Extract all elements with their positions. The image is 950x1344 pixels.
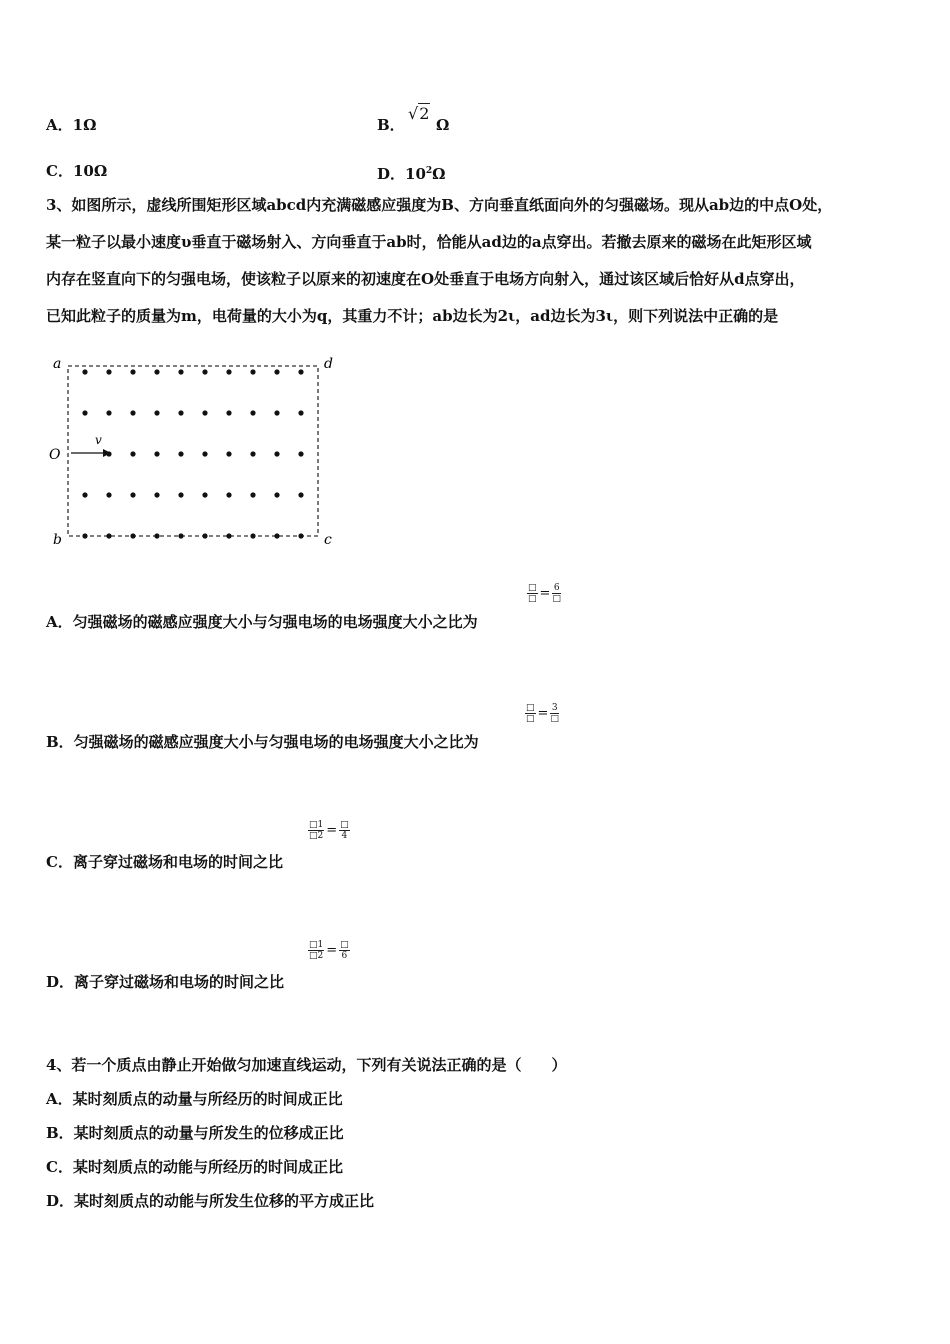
q2-option-b [377,115,405,135]
field-dot [106,369,111,374]
field-dot [274,451,279,456]
field-dot [226,492,231,497]
field-dot [250,451,255,456]
field-dot [274,492,279,497]
q3-option-d: D．离子穿过磁场和电场的时间之比 [46,973,285,991]
q3-c-lhs-num: □1 [309,820,324,830]
q4-stem: 4、若一个质点由静止开始做匀加速直线运动，下列有关说法正确的是（ ） [46,1056,567,1074]
field-dot [298,533,303,538]
q4-option-b: B．某时刻质点的动量与所发生的位移成正比 [46,1124,344,1142]
q3-option-b: B．匀强磁场的磁感应强度大小与匀强电场的电场强度大小之比为 [46,733,479,751]
magnetic-field-figure [45,352,345,552]
q2-option-d-unit: Ω [432,165,446,183]
q4-option-c: C．某时刻质点的动能与所经历的时间成正比 [46,1158,343,1176]
field-dot [202,533,207,538]
q3-b-rhs-num: 3 [551,703,558,713]
field-dot [274,410,279,415]
field-dot [106,533,111,538]
field-dot [202,451,207,456]
field-dot [298,410,303,415]
q2-option-b-label: B． [377,116,405,134]
q3-option-c: C．离子穿过磁场和电场的时间之比 [46,853,283,871]
q2-option-b-sqrt: √2 [408,104,430,123]
field-dot [298,492,303,497]
field-dot [154,410,159,415]
field-dot [130,369,135,374]
q3-d-lhs-den: □2 [309,951,324,961]
q3-option-a: A．匀强磁场的磁感应强度大小与匀强电场的电场强度大小之比为 [46,613,478,631]
q3-a-rhs-den: □ [552,594,561,604]
q3-d-rhs-den: 6 [341,951,348,961]
field-dot [250,369,255,374]
corner-c-label: c [324,532,332,548]
point-o-label: O [49,447,61,463]
q3-d-lhs-num: □1 [309,940,324,950]
q3-option-c-formula: $\frac{□1}{□2}$ = □ 4 [309,820,349,841]
field-dot [178,533,183,538]
field-dot [82,533,87,538]
field-dot [154,451,159,456]
field-dot [202,369,207,374]
field-dot [130,533,135,538]
field-dot [82,492,87,497]
field-dot [274,533,279,538]
q3-b-lhs-den: □ [526,714,535,724]
q3-c-rhs-num: □ [340,820,349,830]
field-dot [154,533,159,538]
field-dot [106,492,111,497]
field-dot [154,369,159,374]
q3-stem: 3、如图所示，虚线所围矩形区域abcd内充满磁感应强度为B、方向垂直纸面向外的匀强磁场。现从ab边的中点O处， 某一粒子以最小速度υ垂直于磁场射入、方向垂直于ab时，恰能从ad边的a点穿出。若撤去原来的磁场在此矩形区域 内存在竖直向下的匀强电场，使该粒子以原来的初速度在O处垂直于电场方向射入，通过该区域后恰好从d点穿出， 已知此粒子的质量为m，电荷量的大小为q，其重力不计；ab边长为2ι，ad边长为3ι，则下列说法中正确的是 [46,196,833,325]
q2-option-b-unit: Ω [436,116,450,134]
field-dot [250,410,255,415]
q3-option-b-formula: □ □ = 3 □ [526,703,559,724]
field-dot [82,410,87,415]
field-dot [250,492,255,497]
field-dot [82,369,87,374]
field-dot [106,451,111,456]
field-dots [82,369,303,538]
field-dot [178,492,183,497]
q3-a-rhs-num: 6 [553,583,560,593]
field-dot [274,369,279,374]
field-dot [130,451,135,456]
field-dot [226,451,231,456]
field-dot [154,492,159,497]
corner-b-label: b [53,532,62,548]
field-dot [178,410,183,415]
q2-option-d-exponent: 2 [425,166,433,176]
field-dot [226,369,231,374]
field-dot [298,369,303,374]
q3-b-lhs-num: □ [526,703,535,713]
q3-b-rhs-den: □ [550,714,559,724]
field-dot [178,451,183,456]
q4-option-a: A．某时刻质点的动量与所经历的时间成正比 [46,1090,343,1108]
field-dot [226,410,231,415]
q2-option-d [377,161,446,184]
q3-option-d-formula: $\frac{□1}{□2}$ = □ 6 [309,940,349,961]
q2-option-c: C．10Ω [46,162,108,180]
field-dot [202,492,207,497]
field-dot [298,451,303,456]
field-dot [226,533,231,538]
corner-d-label: d [324,356,333,372]
q3-a-lhs-den: □ [528,594,537,604]
field-dot [178,369,183,374]
field-dot [106,410,111,415]
q3-option-a-formula: □ □ = 6 □ [528,583,561,604]
corner-a-label: a [53,356,62,372]
field-dot [202,410,207,415]
field-dot [130,410,135,415]
field-dot [130,492,135,497]
velocity-label: v [95,433,102,447]
q3-c-lhs-den: □2 [309,831,324,841]
q3-a-lhs-num: □ [528,583,537,593]
q3-c-rhs-den: 4 [341,831,348,841]
q2-option-b-radicand: 2 [419,104,430,123]
q4-option-d: D．某时刻质点的动能与所发生位移的平方成正比 [46,1192,375,1210]
field-dot [250,533,255,538]
q2-option-a: A．1Ω [46,116,97,134]
q3-d-rhs-num: □ [340,940,349,950]
q2-option-d-label: D．10 [377,165,426,183]
